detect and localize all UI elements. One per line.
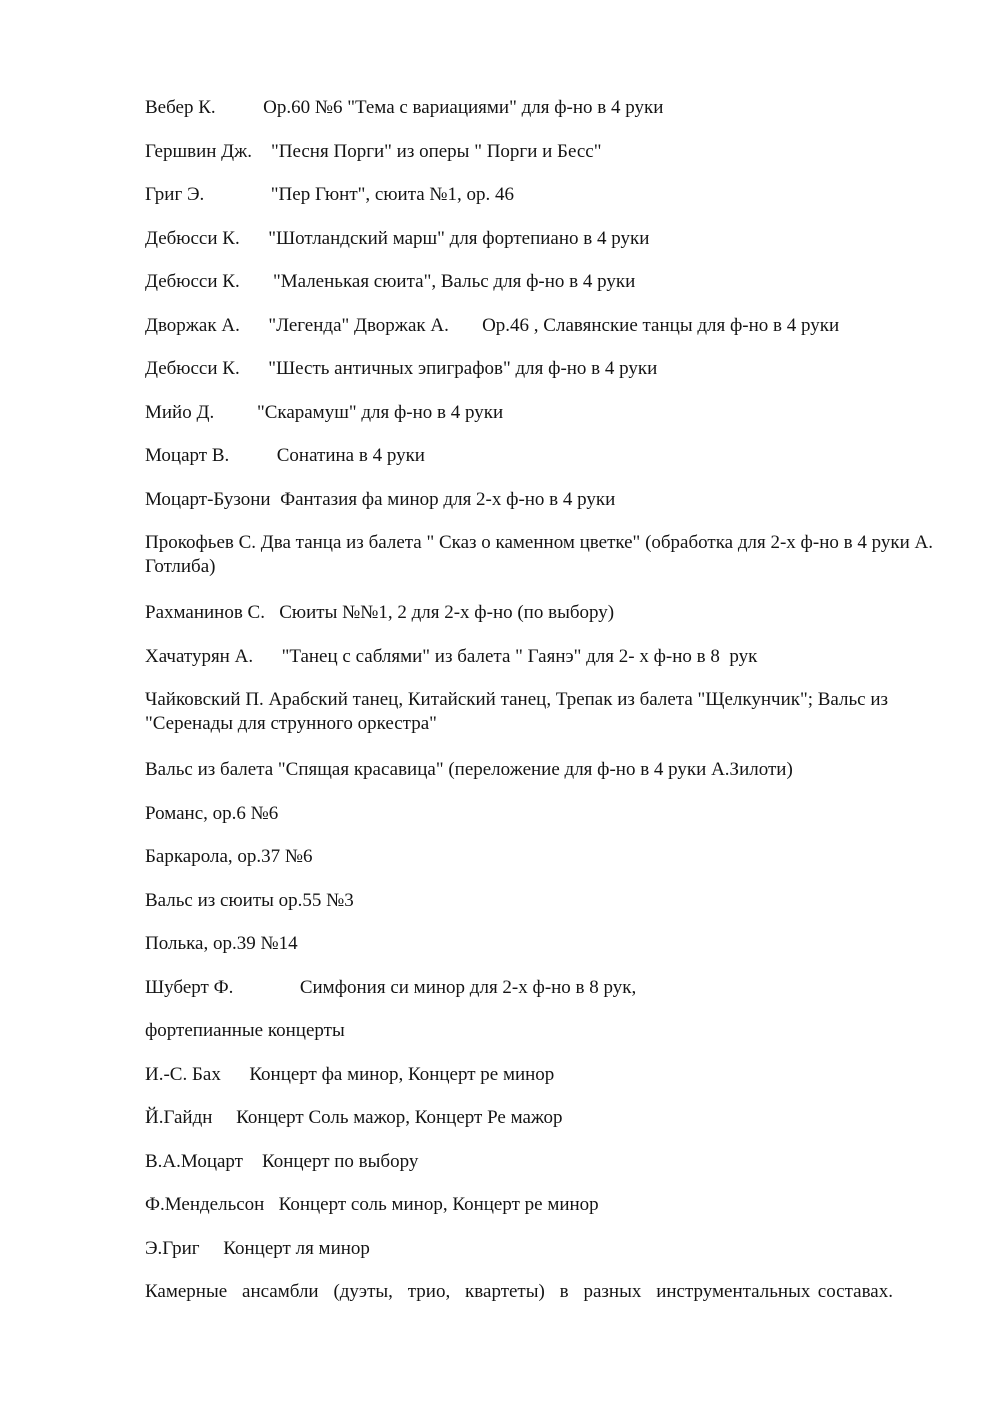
repertoire-line-dvorak: Дворжак А. "Легенда" Дворжак А. Ор.46 , Славянские танцы для ф-но в 4 руки (145, 315, 840, 336)
repertoire-line-waltz-suite: Вальс из сюиты ор.55 №3 (145, 890, 354, 911)
repertoire-line-prokofiev: Прокофьев С. Два танца из балета " Сказ о каменном цветке" (обработка для 2-х ф-но в 4 руки А. Готлиба) (145, 532, 933, 577)
concerto-line-mozart: В.А.Моцарт Концерт по выбору (145, 1151, 419, 1172)
repertoire-line-tchaikovsky: Чайковский П. Арабский танец, Китайский танец, Трепак из балета "Щелкунчик"; Вальс из "Серенады для струнного оркестра" (145, 689, 889, 734)
repertoire-line-sleeping-beauty: Вальс из балета "Спящая красавица" (переложение для ф-но в 4 руки А.Зилоти) (145, 759, 793, 780)
repertoire-line-khachaturian: Хачатурян А. "Танец с саблями" из балета " Гаянэ" для 2- х ф-но в 8 рук (145, 646, 758, 667)
section-heading-piano-concertos: фортепианные концерты (145, 1020, 345, 1041)
repertoire-line-weber: Вебер К. Ор.60 №6 "Тема с вариациями" для ф-но в 4 руки (145, 97, 664, 118)
repertoire-line-debussy-epigraphs: Дебюсси К. "Шесть античных эпиграфов" для ф-но в 4 руки (145, 358, 658, 379)
repertoire-line-polka: Полька, ор.39 №14 (145, 933, 298, 954)
repertoire-line-romance: Романс, ор.6 №6 (145, 803, 279, 824)
chamber-ensembles-line: Камерные ансамбли (дуэты, трио, квартеты) в разных инструментальных составах. (145, 1281, 893, 1302)
repertoire-line-milhaud: Мийо Д. "Скарамуш" для ф-но в 4 руки (145, 402, 504, 423)
repertoire-line-rachmaninoff: Рахманинов С. Сюиты №№1, 2 для 2-х ф-но (по выбору) (145, 602, 615, 623)
repertoire-line-debussy-suite: Дебюсси К. "Маленькая сюита", Вальс для ф-но в 4 руки (145, 271, 636, 292)
repertoire-line-gershwin: Гершвин Дж. "Песня Порги" из оперы " Порги и Бесс" (145, 141, 602, 162)
repertoire-line-mozart: Моцарт В. Сонатина в 4 руки (145, 445, 425, 466)
concerto-line-haydn: Й.Гайдн Концерт Соль мажор, Концерт Ре мажор (145, 1107, 563, 1128)
repertoire-line-barcarolle: Баркарола, ор.37 №6 (145, 846, 313, 867)
repertoire-line-mozart-busoni: Моцарт-Бузони Фантазия фа минор для 2-х ф-но в 4 руки (145, 489, 616, 510)
concerto-line-bach: И.-С. Бах Концерт фа минор, Концерт ре минор (145, 1064, 555, 1085)
repertoire-line-debussy-march: Дебюсси К. "Шотландский марш" для фортепиано в 4 руки (145, 228, 650, 249)
concerto-line-grieg: Э.Григ Концерт ля минор (145, 1238, 370, 1259)
concerto-line-mendelssohn: Ф.Мендельсон Концерт соль минор, Концерт ре минор (145, 1194, 599, 1215)
repertoire-line-schubert: Шуберт Ф. Симфония си минор для 2-х ф-но в 8 рук, (145, 977, 637, 998)
repertoire-line-grieg: Григ Э. "Пер Гюнт", сюита №1, ор. 46 (145, 184, 515, 205)
